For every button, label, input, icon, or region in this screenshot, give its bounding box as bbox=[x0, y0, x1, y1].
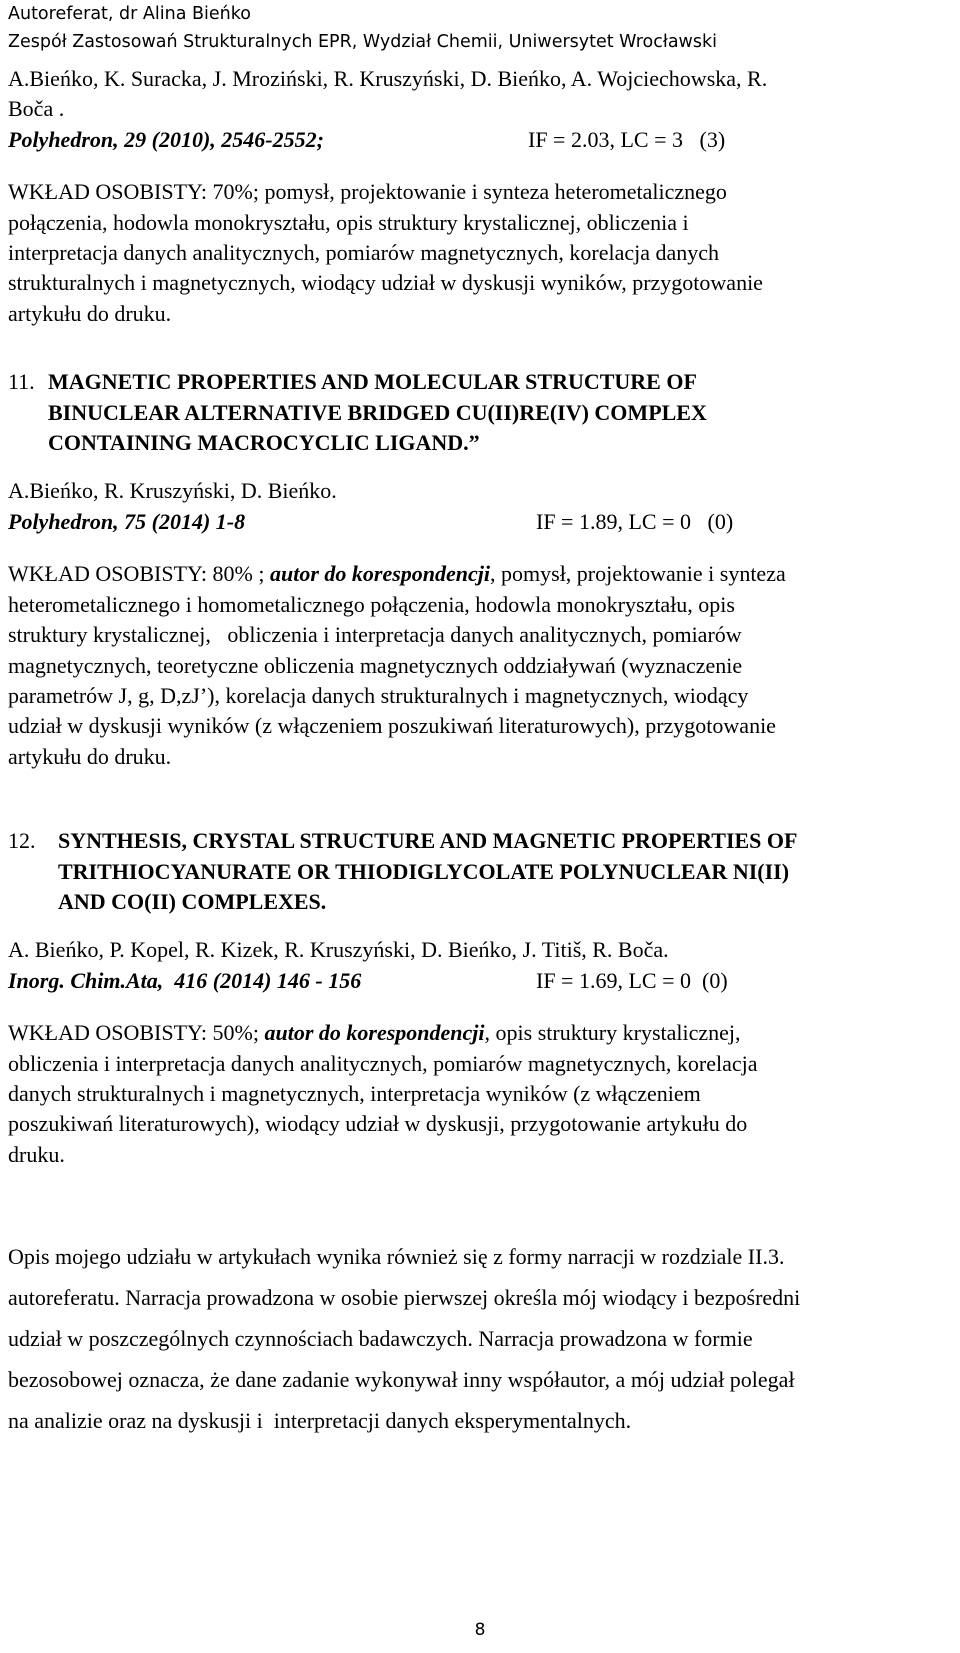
publication-entry-10 bbox=[8, 64, 938, 329]
entry11-citation bbox=[8, 507, 938, 537]
entry12-title-line: SYNTHESIS, CRYSTAL STRUCTURE AND MAGNETIC PROPERTIES OF bbox=[58, 828, 798, 854]
entry12-contribution-line: poszukiwań literaturowych), wiodący udział w dyskusji, przygotowanie artykułu do bbox=[8, 1111, 748, 1137]
entry11-metrics: IF = 1.89, LC = 0 (0) bbox=[536, 508, 734, 534]
publication-entry-11 bbox=[8, 367, 938, 772]
entry12-corresponding-author: autor do korespondencji bbox=[264, 1020, 485, 1046]
entry12-title bbox=[58, 826, 938, 917]
entry12-contribution-prefix: WKŁAD OSOBISTY: 50%; bbox=[8, 1020, 265, 1046]
entry10-contribution bbox=[8, 177, 938, 329]
entry11-title bbox=[48, 367, 938, 458]
narration-line: autoreferatu. Narracja prowadzona w osobie pierwszej określa mój wiodący i bezpośredni bbox=[8, 1285, 801, 1311]
entry12-contribution-rest: , opis struktury krystalicznej, bbox=[484, 1020, 741, 1046]
entry11-contribution-line: parametrów J, g, D,zJ’), korelacja danych strukturalnych i magnetycznych, wiodący bbox=[8, 682, 749, 708]
entry10-contribution-line: strukturalnych i magnetycznych, wiodący udział w dyskusji wyników, przygotowanie bbox=[8, 270, 763, 296]
entry12-contribution-line bbox=[8, 1018, 938, 1048]
narration-line: na analizie oraz na dyskusji i interpretacji danych eksperymentalnych. bbox=[8, 1408, 632, 1434]
entry10-journal: Polyhedron, 29 (2010), 2546-2552; bbox=[8, 126, 324, 152]
entry11-journal: Polyhedron, 75 (2014) 1-8 bbox=[8, 508, 246, 534]
entry12-contribution bbox=[8, 1018, 938, 1170]
entry11-contribution-rest: , pomysł, projektowanie i synteza bbox=[490, 561, 786, 587]
entry12-title-block bbox=[8, 826, 938, 917]
page-number: 8 bbox=[474, 1620, 486, 1640]
entry10-contribution-line: WKŁAD OSOBISTY: 70%; pomysł, projektowanie i synteza heterometalicznego bbox=[8, 179, 727, 205]
entry10-authors-line2: Boča . bbox=[8, 96, 65, 122]
entry11-contribution-line: heterometalicznego i homometalicznego połączenia, hodowla monokryształu, opis bbox=[8, 591, 735, 617]
entry12-title-line: TRITHIOCYANURATE OR THIODIGLYCOLATE POLYNUCLEAR NI(II) bbox=[58, 858, 790, 884]
entry11-contribution-prefix: WKŁAD OSOBISTY: 80% ; bbox=[8, 561, 270, 587]
entry10-contribution-line: artykułu do druku. bbox=[8, 300, 172, 326]
entry10-citation bbox=[8, 125, 938, 155]
entry11-contribution-line: udział w dyskusji wyników (z włączeniem poszukiwań literaturowych), przygotowanie bbox=[8, 713, 776, 739]
narration-line: Opis mojego udziału w artykułach wynika również się z formy narracji w rozdziale II.3. bbox=[8, 1244, 785, 1270]
entry10-contribution-line: połączenia, hodowla monokryształu, opis struktury krystalicznej, obliczenia i bbox=[8, 209, 689, 235]
entry12-contribution-line: obliczenia i interpretacja danych analitycznych, pomiarów magnetycznych, korelacja bbox=[8, 1050, 758, 1076]
header-author: Autoreferat, dr Alina Bieńko bbox=[8, 4, 251, 24]
entry12-journal: Inorg. Chim.Ata, 416 (2014) 146 - 156 bbox=[8, 967, 362, 993]
entry11-title-line: MAGNETIC PROPERTIES AND MOLECULAR STRUCTURE OF bbox=[48, 369, 697, 395]
document-body bbox=[8, 64, 938, 1441]
narration-line: bezosobowej oznacza, że dane zadanie wykonywał inny współautor, a mój udział polegał bbox=[8, 1367, 795, 1393]
publication-entry-12 bbox=[8, 826, 938, 1170]
entry12-metrics: IF = 1.69, LC = 0 (0) bbox=[536, 967, 728, 993]
entry11-contribution-line: struktury krystalicznej, obliczenia i interpretacja danych analitycznych, pomiarów bbox=[8, 622, 742, 648]
entry11-title-line: BINUCLEAR ALTERNATIVE BRIDGED CU(II)RE(IV) COMPLEX bbox=[48, 399, 707, 425]
entry12-title-line: AND CO(II) COMPLEXES. bbox=[58, 888, 327, 914]
entry11-title-block bbox=[8, 367, 938, 458]
narration-line: udział w poszczególnych czynnościach badawczych. Narracja prowadzona w formie bbox=[8, 1326, 753, 1352]
narration-paragraph bbox=[8, 1236, 938, 1441]
entry12-contribution-line: druku. bbox=[8, 1141, 65, 1167]
entry11-title-line: CONTAINING MACROCYCLIC LIGAND.” bbox=[48, 430, 480, 456]
entry10-authors-line1: A.Bieńko, K. Suracka, J. Mroziński, R. Kruszyński, D. Bieńko, A. Wojciechowska, R. bbox=[8, 66, 768, 91]
entry10-contribution-line: interpretacja danych analitycznych, pomiarów magnetycznych, korelacja danych bbox=[8, 240, 720, 266]
entry11-contribution bbox=[8, 559, 938, 772]
entry10-metrics: IF = 2.03, LC = 3 (3) bbox=[528, 126, 726, 152]
entry11-authors: A.Bieńko, R. Kruszyński, D. Bieńko. bbox=[8, 478, 337, 504]
header-affiliation: Zespół Zastosowań Strukturalnych EPR, Wydział Chemii, Uniwersytet Wrocławski bbox=[8, 32, 717, 52]
entry12-citation bbox=[8, 966, 938, 996]
entry11-contribution-line: magnetycznych, teoretyczne obliczenia magnetycznych oddziaływań (wyznaczenie bbox=[8, 652, 743, 678]
entry12-authors: A. Bieńko, P. Kopel, R. Kizek, R. Kruszyński, D. Bieńko, J. Titiš, R. Boča. bbox=[8, 937, 669, 963]
entry11-contribution-line bbox=[8, 559, 938, 589]
entry12-number: 12. bbox=[8, 828, 36, 854]
page-header bbox=[8, 0, 948, 56]
entry12-contribution-line: danych strukturalnych i magnetycznych, interpretacja wyników (z włączeniem bbox=[8, 1080, 701, 1106]
entry11-contribution-line: artykułu do druku. bbox=[8, 743, 172, 769]
entry11-corresponding-author: autor do korespondencji bbox=[269, 561, 491, 587]
entry11-number: 11. bbox=[8, 369, 35, 395]
